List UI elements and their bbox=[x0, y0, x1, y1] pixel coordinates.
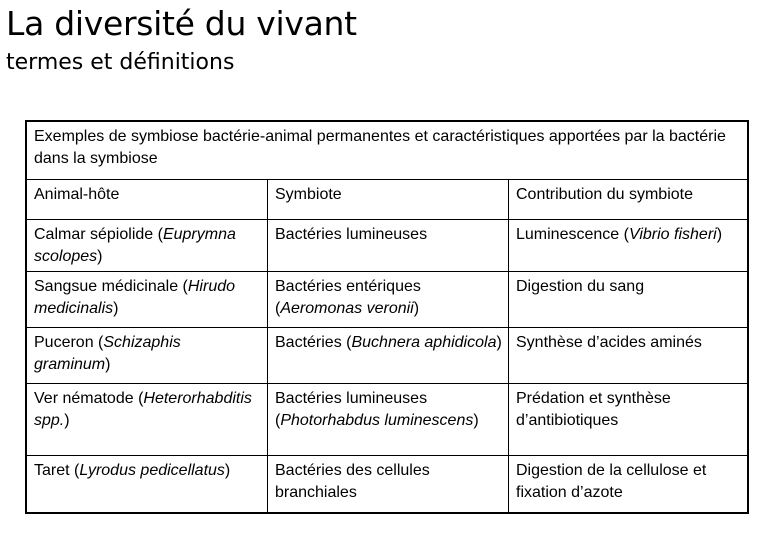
species-name: Euprymna scolopes bbox=[34, 226, 236, 265]
cell-text: Bactéries lumineuses bbox=[275, 226, 428, 243]
species-name: Vibrio fisheri bbox=[628, 226, 717, 243]
species-name: Heterorhabditis spp. bbox=[34, 390, 252, 429]
cell-text: Digestion du sang bbox=[516, 278, 645, 295]
contribution-cell bbox=[509, 384, 749, 455]
cell-text: ) bbox=[105, 355, 111, 373]
contribution-cell bbox=[509, 272, 749, 327]
animal-cell bbox=[27, 328, 268, 383]
species-name: Schizaphis graminum bbox=[34, 334, 181, 373]
animal-cell bbox=[27, 220, 268, 271]
cell-text: Bactéries des cellules branchiales bbox=[275, 462, 430, 501]
cell-text: ) bbox=[113, 299, 119, 317]
cell-text: Bactéries lumineuses ( bbox=[275, 390, 428, 429]
table-row bbox=[27, 328, 747, 384]
table-row bbox=[27, 456, 747, 512]
page-title: La diversité du vivant bbox=[6, 4, 357, 43]
contribution-cell bbox=[509, 328, 749, 383]
species-name: Aeromonas veronii bbox=[280, 299, 414, 317]
animal-cell bbox=[27, 456, 268, 512]
page-subtitle: termes et définitions bbox=[6, 50, 235, 75]
cell-text: ) bbox=[97, 247, 103, 265]
symbiote-cell bbox=[268, 384, 509, 455]
cell-text: Ver nématode ( bbox=[34, 390, 144, 407]
cell-text: ) bbox=[716, 226, 723, 243]
header-symbiote: Symbiote bbox=[268, 180, 509, 219]
animal-cell bbox=[27, 272, 268, 327]
species-name: Buchnera aphidicola bbox=[351, 334, 497, 351]
table-row bbox=[27, 272, 747, 328]
table-header-row bbox=[27, 180, 747, 220]
cell-text: Sangsue médicinale ( bbox=[34, 278, 188, 295]
table-row bbox=[27, 384, 747, 456]
cell-text: ) bbox=[473, 411, 479, 429]
cell-text: Puceron ( bbox=[34, 334, 104, 351]
cell-text: Calmar sépiolide ( bbox=[34, 226, 163, 243]
symbiote-cell bbox=[268, 328, 509, 383]
species-name: Hirudo medicinalis bbox=[34, 278, 236, 317]
species-name: Lyrodus pedicellatus bbox=[79, 462, 225, 479]
table-row bbox=[27, 220, 747, 272]
symbiosis-table bbox=[25, 120, 749, 514]
symbiote-cell bbox=[268, 272, 509, 327]
cell-text: Luminescence ( bbox=[516, 226, 629, 243]
cell-text: ) bbox=[496, 334, 502, 351]
symbiote-cell bbox=[268, 220, 509, 271]
cell-text: Synthèse d’acides aminés bbox=[516, 334, 702, 351]
cell-text: Bactéries ( bbox=[275, 334, 352, 351]
table-caption: Exemples de symbiose bactérie-animal permanentes et caractéristiques apportées par la bactérie dans la symbiose bbox=[27, 122, 747, 180]
cell-text: Taret ( bbox=[34, 462, 80, 479]
header-animal-hote: Animal-hôte bbox=[27, 180, 268, 219]
cell-text: Digestion de la cellulose et fixation d’azote bbox=[516, 462, 707, 501]
species-name: Photorhabdus luminescens bbox=[280, 411, 474, 429]
cell-text: Prédation et synthèse d’antibiotiques bbox=[516, 390, 671, 429]
cell-text: ) bbox=[413, 299, 420, 317]
cell-text: ) bbox=[224, 462, 231, 479]
animal-cell bbox=[27, 384, 268, 455]
contribution-cell bbox=[509, 220, 749, 271]
symbiote-cell bbox=[268, 456, 509, 512]
cell-text: Bactéries entériques ( bbox=[275, 278, 421, 317]
contribution-cell bbox=[509, 456, 749, 512]
header-contribution: Contribution du symbiote bbox=[516, 186, 693, 203]
cell-text: ) bbox=[64, 411, 70, 429]
